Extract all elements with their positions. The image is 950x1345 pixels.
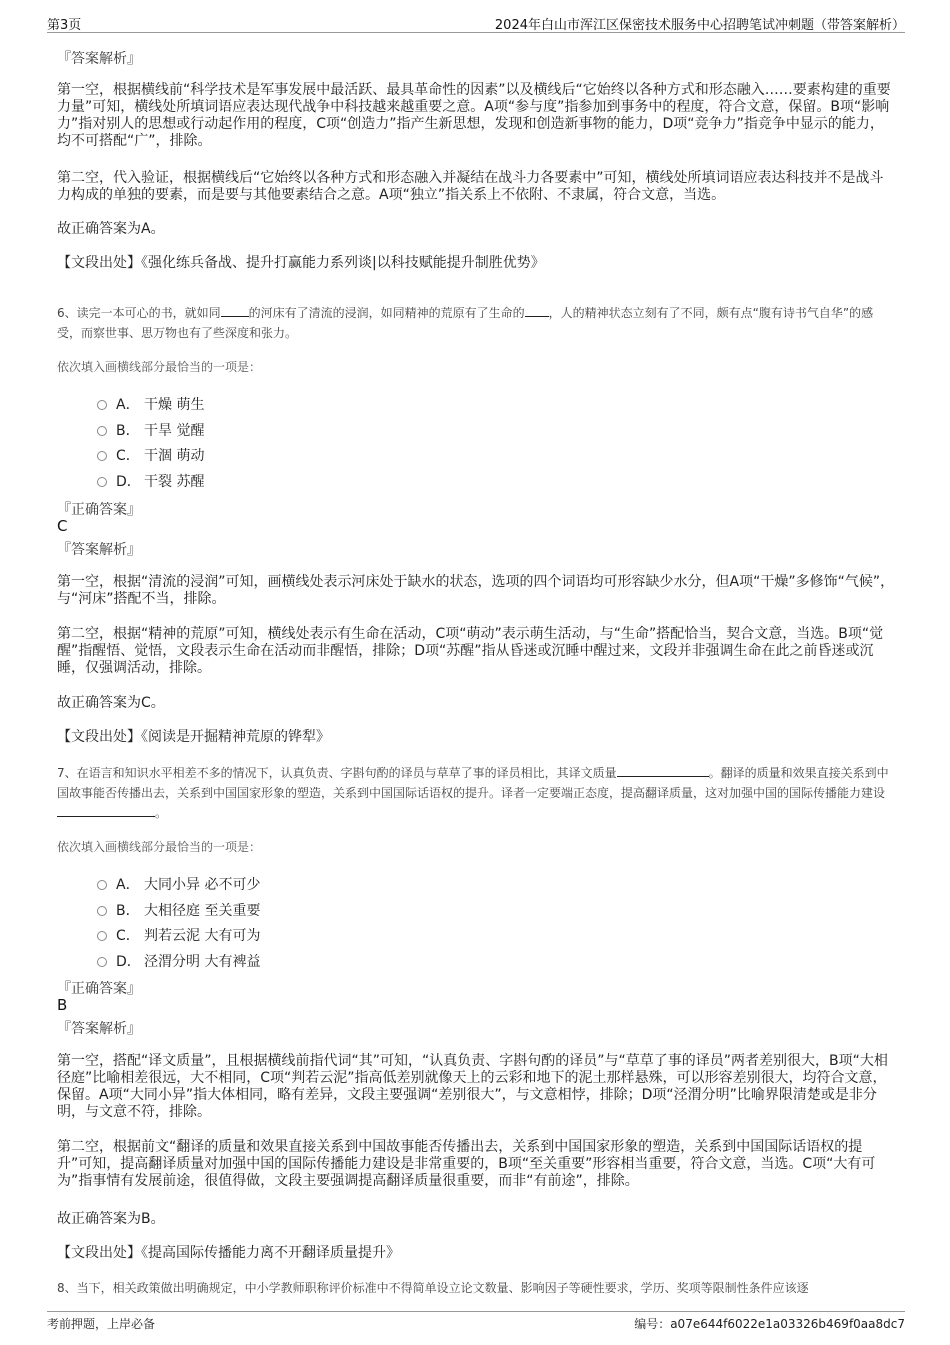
q6-blank-1 [221, 304, 249, 317]
radio-icon[interactable] [97, 400, 107, 410]
q7-answer-label: 『正确答案』 [57, 981, 141, 997]
radio-icon[interactable] [97, 477, 107, 487]
q6-option-b[interactable] [97, 420, 204, 440]
q7-option-a[interactable] [97, 874, 260, 894]
option-text: 干裂 苏醒 [144, 474, 205, 490]
q6-explain-p2: 第二空，根据“精神的荒原”可知，横线处表示有生命在活动，C项“萌动”表示萌生活动，与“生命”搭配恰当，契合文意，当选。B项“觉醒”指醒悟、觉悟，文段表示生命在活动而非醒悟，排除；D项“苏醒”指从昏迷或沉睡中醒过来，文段并非强调生命在此之前昏迷或沉睡，仅强调活动，排除。 [57, 626, 884, 676]
radio-icon[interactable] [97, 451, 107, 461]
q5-explain-label: 『答案解析』 [57, 51, 141, 67]
option-letter: D． [116, 474, 141, 490]
q7-source: 【文段出处】《提高国际传播能力离不开翻译质量提升》 [57, 1245, 400, 1261]
q8-stem: 8、当下，相关政策做出明确规定，中小学教师职称评价标准中不得简单设立论文数量、影响因子等硬性要求，学历、奖项等限制性条件应该逐 [57, 1281, 809, 1295]
radio-icon[interactable] [97, 426, 107, 436]
q6-stem [57, 303, 895, 343]
option-letter: A． [116, 397, 140, 413]
q5-explain-p1: 第一空，根据横线前“科学技术是军事发展中最活跃、最具革命性的因素”以及横线后“它始终以各种方式和形态融入……要素构建的重要力量”可知，横线处所填词语应表达现代战争中科技越来越重要之意。A项“参与度”指参加到事务中的程度，符合文意，保留。B项“影响力”指对别人的思想或行动起作用的程度，C项“创造力”指产生新思想，发现和创造新事物的能力，D项“竞争力”指竞争中显示的能力，均不可搭配“广”，排除。 [57, 82, 891, 149]
q7-stem-part-b: 。翻译的质量和效果直接关系到中国故事能否传播出去，关系到中国国家形象的塑造，关系到中国国际话语权的提升。译者一定要端正态度，提高翻译质量，这对加强中国的国际传播能力建设 [57, 766, 889, 800]
radio-icon[interactable] [97, 880, 107, 890]
page-footer [47, 1311, 905, 1334]
option-letter: B． [116, 903, 140, 919]
option-letter: D． [116, 954, 141, 970]
option-text: 大相径庭 至关重要 [144, 903, 261, 919]
page-number: 第3页 [47, 18, 82, 33]
radio-icon[interactable] [97, 957, 107, 967]
q6-option-a[interactable] [97, 394, 204, 414]
option-text: 泾渭分明 大有裨益 [144, 954, 261, 970]
q7-conclusion: 故正确答案为B。 [57, 1211, 165, 1227]
q6-option-c[interactable] [97, 445, 204, 465]
q7-explain-label: 『答案解析』 [57, 1021, 141, 1037]
option-letter: A． [116, 877, 140, 893]
q7-stem-part-a: 7、在语言和知识水平相差不多的情况下，认真负责、字斟句酌的译员与草草了事的译员相比，其译文质量 [57, 766, 617, 780]
q6-answer-label: 『正确答案』 [57, 502, 141, 518]
q6-option-d[interactable] [97, 471, 204, 491]
radio-icon[interactable] [97, 931, 107, 941]
q5-explain-p2: 第二空，代入验证，根据横线后“它始终以各种方式和形态融入并凝结在战斗力各要素中”可知，横线处所填词语应表达科技并不是战斗力构成的单独的要素，而是要与其他要素结合之意。A项“独立”指关系上不依附、不隶属，符合文意，当选。 [57, 170, 884, 203]
q6-answer: C [57, 517, 68, 535]
q6-stem-part-c: ，人的精神状态立刻有了不同，颇有点“腹有诗书气自华”的感受，而察世事、思万物也有了些深度和张力。 [57, 306, 874, 340]
option-text: 判若云泥 大有可为 [144, 928, 261, 944]
q6-stem-part-a: 6、读完一本可心的书，就如同 [57, 306, 221, 320]
q6-stem-part-b: 的河床有了清流的浸润，如同精神的荒原有了生命的 [248, 306, 525, 320]
q6-source: 【文段出处】《阅读是开掘精神荒原的铧犁》 [57, 729, 330, 745]
q7-answer: B [57, 996, 68, 1014]
q6-explain-p1: 第一空，根据“清流的浸润”可知，画横线处表示河床处于缺水的状态，选项的四个词语均可形容缺少水分，但A项“干燥”多修饰“气候”，与“河床”搭配不当，排除。 [57, 574, 895, 607]
q7-explain-p1: 第一空，搭配“译文质量”，且根据横线前指代词“其”可知，“认真负责、字斟句酌的译员”与“草草了事的译员”两者差别很大，B项“大相径庭”比喻相差很远，大不相同，C项“判若云泥”指高低差别就像天上的云彩和地下的泥土那样悬殊，可以形容差别很大，均符合文意，保留。A项“大同小异”指大体相同，略有差异，文段主要强调“差别很大”，与文意相悖，排除；D项“泾渭分明”比喻界限清楚或是非分明，与文意不符，排除。 [57, 1053, 888, 1120]
q7-stem-part-c: 。 [155, 806, 168, 820]
document-id: 编号：a07e644f6022e1a03326b469f0aa8dc7 [634, 1317, 905, 1331]
q6-blank-2 [525, 304, 549, 317]
q7-blank-1 [617, 764, 709, 777]
footer-slogan: 考前押题，上岸必备 [47, 1317, 156, 1331]
q7-explain-p2: 第二空，根据前文“翻译的质量和效果直接关系到中国故事能否传播出去，关系到中国国家形象的塑造，关系到中国国际话语权的提升”可知，提高翻译质量对加强中国的国际传播能力建设是非常重要的，B项“至关重要”形容相当重要，符合文意，当选。C项“大有可为”指事情有发展前途，很值得做，文段主要强调提高翻译质量很重要，而非“有前途”，排除。 [57, 1139, 876, 1189]
option-text: 干旱 觉醒 [144, 423, 205, 439]
q5-source: 【文段出处】《强化练兵备战、提升打赢能力系列谈|以科技赋能提升制胜优势》 [57, 255, 545, 271]
q7-option-c[interactable] [97, 925, 260, 945]
q7-option-d[interactable] [97, 951, 260, 971]
option-text: 干涸 萌动 [144, 448, 205, 464]
q7-stem [57, 763, 895, 823]
option-letter: B． [116, 423, 140, 439]
q7-instruction: 依次填入画横线部分最恰当的一项是： [57, 840, 262, 854]
radio-icon[interactable] [97, 906, 107, 916]
page-header [47, 12, 905, 33]
q7-option-b[interactable] [97, 900, 260, 920]
q6-conclusion: 故正确答案为C。 [57, 695, 165, 711]
option-text: 干燥 萌生 [144, 397, 205, 413]
option-text: 大同小异 必不可少 [144, 877, 261, 893]
q5-conclusion: 故正确答案为A。 [57, 221, 165, 237]
option-letter: C． [116, 928, 140, 944]
q6-instruction: 依次填入画横线部分最恰当的一项是： [57, 360, 262, 374]
q6-explain-label: 『答案解析』 [57, 542, 141, 558]
q7-blank-2 [57, 804, 155, 817]
option-letter: C． [116, 448, 140, 464]
document-title: 2024年白山市浑江区保密技术服务中心招聘笔试冲刺题（带答案解析） [494, 18, 905, 33]
